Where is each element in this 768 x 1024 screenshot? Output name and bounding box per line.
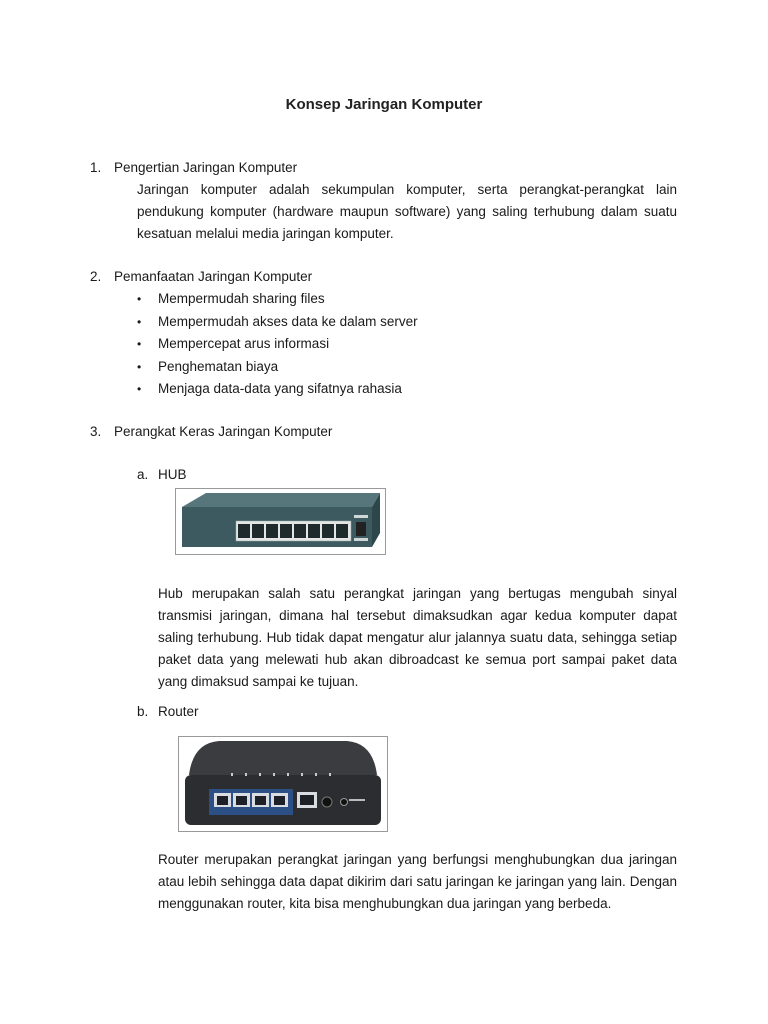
- item-name: Router: [158, 704, 199, 719]
- section-number: 1.: [90, 160, 102, 175]
- list-item-text: Mempercepat arus informasi: [158, 336, 330, 351]
- bullet-marker: •: [137, 359, 142, 374]
- section-number: 3.: [90, 424, 102, 439]
- item-letter: a.: [137, 467, 149, 482]
- benefits-list: [137, 288, 418, 401]
- list-item: [137, 356, 418, 379]
- section-heading-text: Pemanfaatan Jaringan Komputer: [114, 269, 313, 284]
- router-paragraph: Router merupakan perangkat jaringan yang berfungsi menghubungkan dua jaringan atau lebih sehingga data dapat dikirim dari satu jaringan ke jaringan yang lain. Dengan menggunakan router, kita bisa menghubungkan dua jaringan yang berbeda.: [158, 852, 677, 911]
- router-illustration: [179, 737, 387, 831]
- hub-subheading: [137, 464, 187, 486]
- section-heading-text: Pengertian Jaringan Komputer: [114, 160, 298, 175]
- list-item-text: Menjaga data-data yang sifatnya rahasia: [158, 381, 402, 396]
- bullet-marker: •: [137, 292, 142, 306]
- hub-image: [175, 488, 386, 555]
- router-subheading: [137, 701, 199, 723]
- item-name: HUB: [158, 467, 187, 482]
- document-title: Konsep Jaringan Komputer: [285, 96, 483, 113]
- section-number: 2.: [90, 269, 102, 284]
- section-1-paragraph: Jaringan komputer adalah sekumpulan komputer, serta perangkat-perangkat lain pendukung komputer (hardware maupun software) yang saling terhubung dalam suatu kesatuan melalui media jaringan komputer.: [137, 182, 677, 241]
- list-item-text: Mempermudah akses data ke dalam server: [158, 313, 418, 329]
- section-heading-text: Perangkat Keras Jaringan Komputer: [114, 424, 333, 439]
- list-item-text: Mempermudah sharing files: [158, 291, 325, 306]
- section-1-heading: [90, 157, 297, 179]
- list-item: [137, 333, 418, 356]
- bullet-marker: •: [137, 382, 142, 396]
- hub-illustration: [176, 489, 385, 554]
- list-item-text: Penghematan biaya: [158, 358, 279, 374]
- list-item: [137, 311, 418, 334]
- list-item: [137, 288, 418, 311]
- bullet-marker: •: [137, 337, 142, 351]
- hub-paragraph: Hub merupakan salah satu perangkat jaringan yang bertugas mengubah sinyal transmisi jaringan, dimana hal tersebut dimaksudkan agar kedua komputer dapat saling terhubung. Hub tidak dapat mengatur alur jalannya suatu data, sehingga setiap paket data yang melewati hub akan dibroadcast ke semua port sampai paket data yang dimaksud sampai ke tujuan.: [158, 586, 677, 689]
- section-2-heading: [90, 266, 312, 288]
- bullet-marker: •: [137, 314, 142, 329]
- item-letter: b.: [137, 704, 149, 719]
- list-item: [137, 378, 418, 401]
- section-3-heading: [90, 421, 332, 443]
- router-image: [178, 736, 388, 832]
